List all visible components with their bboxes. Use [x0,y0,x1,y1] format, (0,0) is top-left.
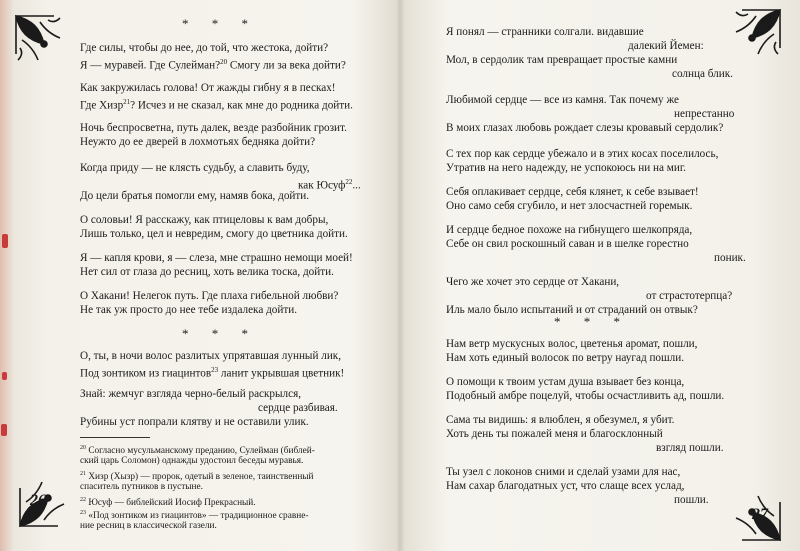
edge-mark [2,234,8,248]
poem-line: взгляд пошли. [656,442,724,454]
footnote: $^{20}$ Согласно мусульманскому преданию, Сулейман (библей- [80,445,315,457]
poem-line: Себе он свил роскошный саван и в шелке горестно [446,238,689,250]
poem-line: пошли. [674,494,709,506]
right-page [402,0,800,551]
poem-line: Ночь беспросветна, путь далек, везде разбойник грозит. [80,122,347,134]
poem-line: Рубины уст попрали клятву и не оставили улик. [80,416,309,428]
poem-line: Нам сахар благодатных уст, что слаще всех услад, [446,480,685,492]
edge-mark [1,424,7,436]
poem-line: Нет сил от глаза до ресниц, хоть велика тоска, дойти. [80,266,334,278]
poem-line: Когда приду — не клясть судьбу, а славить буду, [80,162,310,174]
poem-line: В моих глазах любовь рождает слезы кровавый сердолик? [446,122,724,134]
poem-line: Не так уж просто до нее тебе издалека дойти. [80,304,298,316]
page-edge-tint [0,0,14,551]
poem-line: Чего же хочет это сердце от Хакани, [446,276,620,288]
poem-line: До цели братья помогли ему, намяв бока, дойти. [80,190,310,202]
poem-line: Сама ты видишь: я влюблен, я обезумел, я убит. [446,414,675,426]
poem-line: Иль мало было испытаний и от страданий он отвык? [446,304,698,316]
poem-line: Хоть день ты пожалей меня и благосклонный [446,428,663,440]
edge-mark [2,372,7,380]
corner-ornament-icon [724,8,782,66]
poem-line: Лишь только, цел и невредим, смогу до цветника дойти. [80,228,348,240]
page-number: 26 [30,492,46,509]
poem-line: Любимой сердце — все из камня. Так почему же [446,94,679,106]
poem-line: О соловьи! Я расскажу, как птицеловы к вам добры, [80,214,329,226]
poem-line: далекий Йемен: [628,40,704,52]
left-page [0,0,398,551]
poem-line: Знай: жемчуг взгляда черно-белый раскрылся, [80,388,302,400]
poem-line: О Хакани! Нелегок путь. Где плаха гибельной любви? [80,290,339,302]
poem-line: непрестанно [674,108,735,120]
poem-line: Я — муравей. Где Сулейман?$^{20}$ Смогу ли за века дойти? [80,58,346,72]
footnote: $^{21}$ Хизр (Хызр) — пророк, одетый в зеленое, таинственный [80,471,314,483]
poem-line: О, ты, в ночи волос разлитых упрятавшая лунный лик, [80,350,342,362]
poem-line: О помощи к твоим устам душа взывает без конца, [446,376,685,388]
footnote: спаситель путников в пустыне. [80,482,203,492]
poem-line: Нам хоть единый волосок по ветру наугад пошли. [446,352,685,364]
poem-line: Я понял — странники солгали. видавшие [446,26,644,38]
poem-line: Как закружилась голова! От жажды гибну я в песках! [80,82,336,94]
poem-line: И сердце бедное похоже на гибнущего шелкопряда, [446,224,693,236]
poem-line: солнца блик. [672,68,733,80]
poem-line: Мол, в сердолик там превращает простые камни [446,54,678,66]
page-number: 27 [752,506,768,523]
section-divider-stars: * * * [182,16,258,31]
corner-ornament-icon [14,14,72,72]
footnote-rule [80,437,150,438]
section-divider-stars: * * * [554,314,630,329]
poem-line: Я — капля крови, я — слеза, мне страшно немощи моей! [80,252,353,264]
poem-line: Подобный амбре поцелуй, чтобы осчастливить ад, пошли. [446,390,725,402]
section-divider-stars: * * * [182,326,258,341]
corner-ornament-icon [18,470,76,528]
poem-line: Утратив на него надежду, не успокоюсь ни на миг. [446,162,686,174]
poem-line: Себя оплакивает сердце, себя клянет, к себе взывает! [446,186,699,198]
poem-line: С тех пор как сердце убежало и в этих косах поселилось, [446,148,719,160]
poem-line: Нам ветр мускусных волос, цветенья аромат, пошли, [446,338,698,350]
poem-line: Оно само себя сгубило, и нет злосчастней горемык. [446,200,693,212]
footnote: $^{23}$ «Под зонтиком из гиацинтов» — традиционное сравне- [80,510,309,522]
poem-line: как Юсуф$^{22}$... [298,178,361,192]
poem-line: Где Хизр$^{21}$? Исчез и не сказал, как мне до родника дойти. [80,98,353,112]
poem-line: Под зонтиком из гиацинтов$^{23}$ ланит укрывшая цветник! [80,366,345,380]
poem-line: Ты узел с локонов сними и сделай узами для нас, [446,466,681,478]
footnote: ние ресниц в классической газели. [80,521,217,531]
poem-line: поник. [714,252,746,264]
poem-line: Неужто до ее дверей в лохмотьях бедняка дойти? [80,136,316,148]
footnote: $^{22}$ Юсуф — библейский Иосиф Прекрасный. [80,497,256,509]
poem-line: Где силы, чтобы до нее, до той, что жестока, дойти? [80,42,329,54]
poem-line: от страстотерпца? [646,290,733,302]
poem-line: сердце разбивая. [258,402,338,414]
footnote: ский царь Соломон) однажды удостоил беседы муравья. [80,456,304,466]
